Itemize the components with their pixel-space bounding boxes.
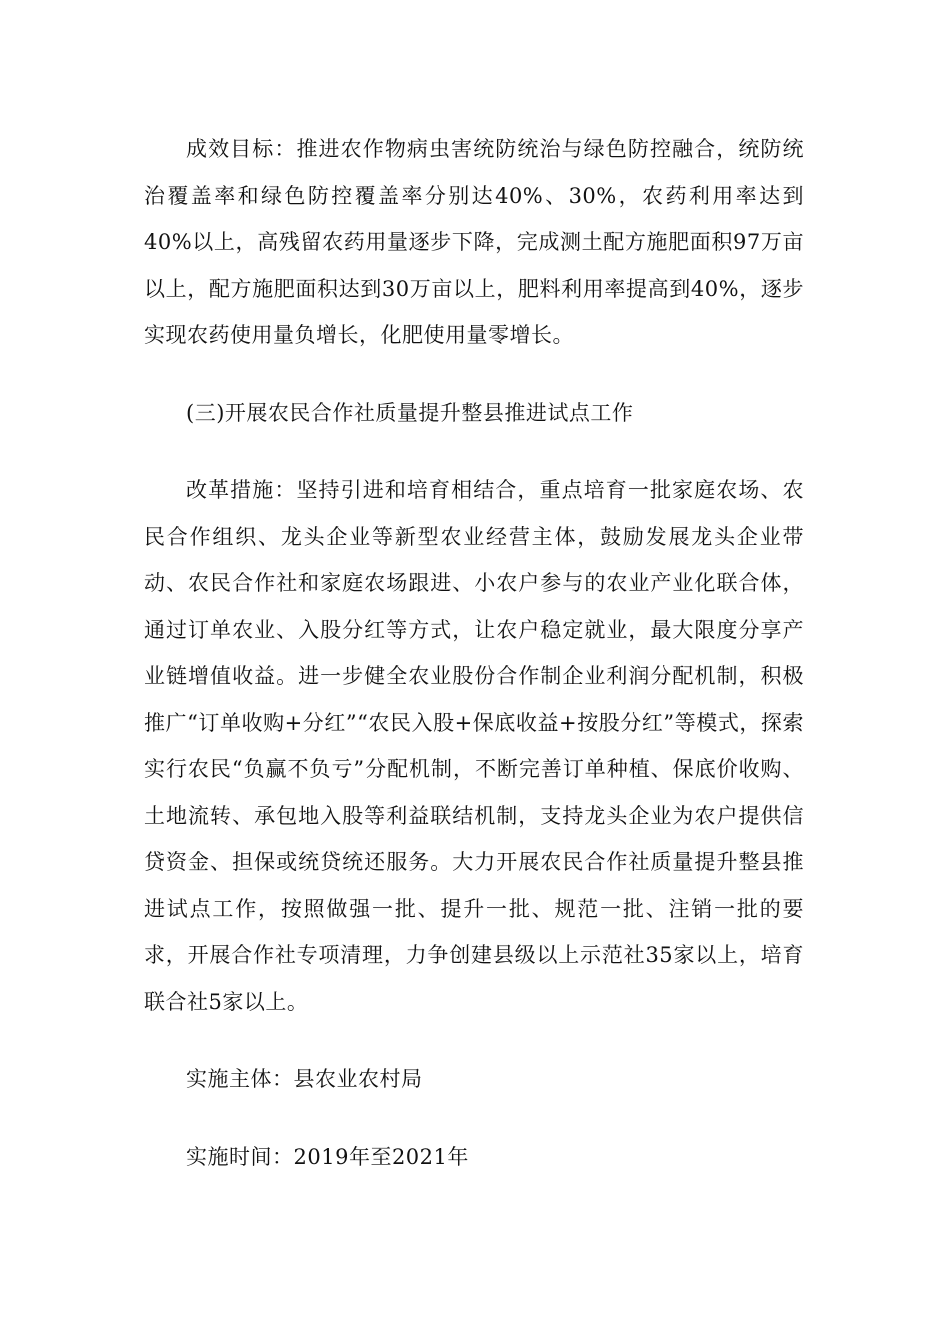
paragraph-reform-measures: 改革措施：坚持引进和培育相结合，重点培育一批家庭农场、农民合作组织、龙头企业等新型农业经营主体，鼓励发展龙头企业带动、农民合作社和家庭农场跟进、小农户参与的农业产业化联合体，通过订单农业、入股分红等方式，让农户稳定就业，最大限度分享产业链增值收益。进一步健全农业股份合作制企业利润分配机制，积极推广“订单收购+分红”“农民入股+保底收益+按股分红”等模式，探索实行农民“负赢不负亏”分配机制，不断完善订单种植、保底价收购、土地流转、承包地入股等利益联结机制，支持龙头企业为农户提供信贷资金、担保或统贷统还服务。大力开展农民合作社质量提升整县推进试点工作，按照做强一批、提升一批、规范一批、注销一批的要求，开展合作社专项清理，力争创建县级以上示范社35家以上，培育联合社5家以上。 (144, 478, 804, 1014)
paragraph-gap (144, 359, 804, 390)
document-body (144, 126, 804, 1180)
paragraph-gap (144, 436, 804, 467)
paragraph-gap (144, 1025, 804, 1056)
paragraph-gap (144, 1103, 804, 1134)
paragraph-implementing-body: 实施主体：县农业农村局 (186, 1067, 423, 1091)
paragraph-implementation-period: 实施时间：2019年至2021年 (186, 1144, 469, 1169)
section-heading-cooperative-pilot: (三)开展农民合作社质量提升整县推进试点工作 (186, 400, 634, 425)
paragraph-outcome-goals: 成效目标：推进农作物病虫害统防统治与绿色防控融合，统防统治覆盖率和绿色防控覆盖率分别达40%、30%，农药利用率达到40%以上，高残留农药用量逐步下降，完成测土配方施肥面积97万亩以上，配方施肥面积达到30万亩以上，肥料利用率提高到40%，逐步实现农药使用量负增长，化肥使用量零增长。 (144, 137, 804, 347)
